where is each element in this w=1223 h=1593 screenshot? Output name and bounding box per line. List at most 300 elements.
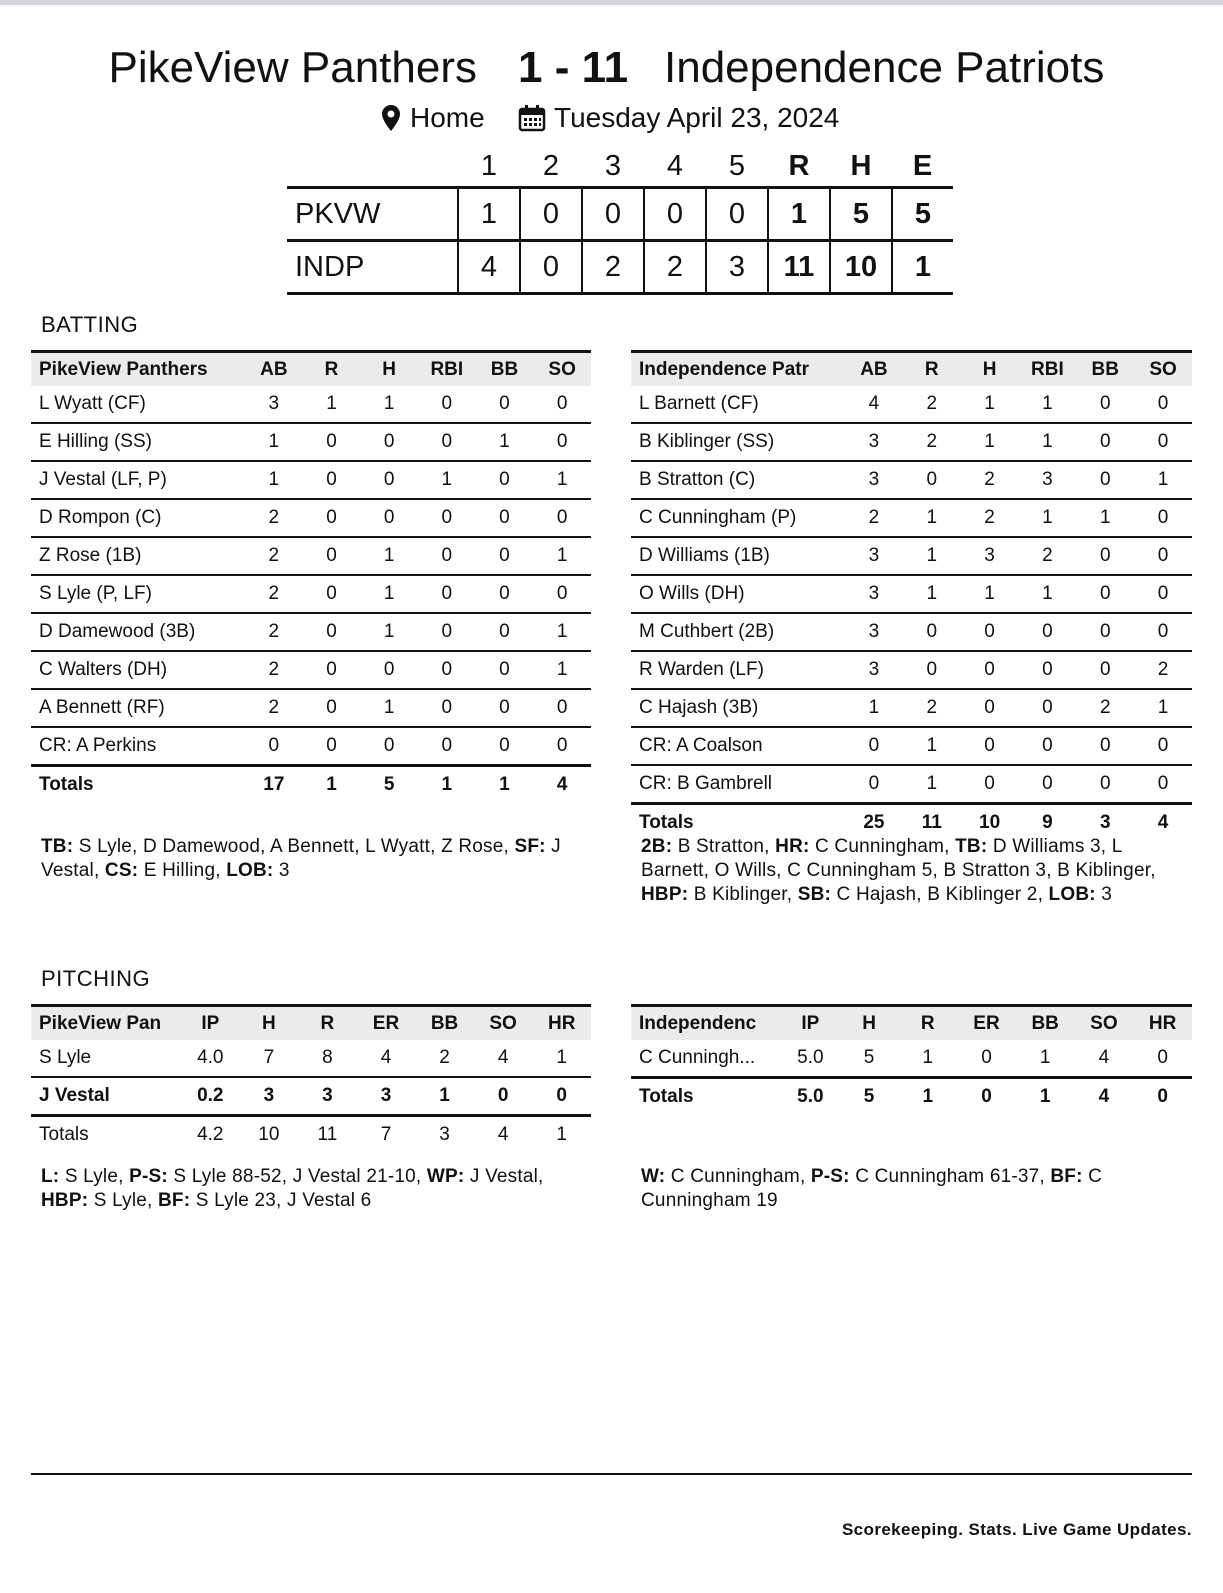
- total-cell: 17: [263, 774, 285, 795]
- player-name: S Lyle (P, LF): [39, 583, 152, 604]
- stat-cell: 1: [439, 1085, 450, 1106]
- stat-column-header: R: [924, 358, 939, 380]
- batting-notes-away: [41, 835, 581, 883]
- table-row: [31, 386, 591, 423]
- date-label: Tuesday April 23, 2024: [554, 102, 840, 133]
- inning-header: 2: [542, 149, 560, 182]
- stat-cell: 0: [441, 583, 453, 604]
- note-label: HR:: [775, 836, 810, 857]
- stat-cell: 1: [926, 583, 938, 604]
- total-cell: 11: [921, 812, 942, 833]
- stat-cell: 0: [1042, 735, 1053, 756]
- stat-cell: 2: [268, 659, 280, 680]
- date: [518, 102, 839, 134]
- note-text: S Lyle, D Damewood, A Bennett, L Wyatt, Z Rose,: [73, 836, 515, 857]
- table-row: [31, 613, 591, 651]
- inning-header: 4: [666, 149, 684, 182]
- stat-cell: 0: [441, 735, 453, 756]
- stat-cell: 2: [268, 697, 280, 718]
- stat-cell: 0: [1157, 773, 1169, 794]
- total-cell: 1: [499, 774, 510, 795]
- note-label: P-S:: [129, 1166, 168, 1187]
- stat-column-header: SO: [489, 1012, 517, 1034]
- player-name: J Vestal: [39, 1085, 110, 1106]
- pitching-notes-home: [641, 1165, 1181, 1213]
- stat-cell: 0: [556, 507, 568, 528]
- stat-cell: 0: [441, 431, 453, 452]
- table-row: [631, 1040, 1192, 1078]
- stat-cell: 0: [868, 735, 880, 756]
- hits-header: H: [850, 149, 872, 182]
- inning-runs: 0: [706, 188, 768, 241]
- stat-cell: 0: [499, 659, 510, 680]
- stat-cell: 0: [1099, 393, 1111, 414]
- total-cell: 4: [497, 1124, 509, 1145]
- table-row: [31, 689, 591, 727]
- stat-cell: 0: [499, 507, 510, 528]
- stat-column-header: H: [261, 1012, 276, 1034]
- inning-runs: 3: [706, 241, 768, 294]
- stat-cell: 0: [1157, 545, 1169, 566]
- player-name: B Stratton (C): [639, 469, 756, 490]
- stat-cell: 1: [926, 507, 938, 528]
- stat-cell: 0: [383, 659, 395, 680]
- player-name: C Hajash (3B): [639, 697, 759, 718]
- location-label: Home: [410, 102, 485, 133]
- stat-cell: 0: [556, 583, 568, 604]
- table-row: [31, 651, 591, 689]
- line-score-row-away: [287, 188, 953, 241]
- player-name: B Kiblinger (SS): [639, 431, 775, 452]
- total-hits: 5: [830, 188, 892, 241]
- stat-cell: 0: [556, 393, 568, 414]
- stat-cell: 2: [439, 1047, 450, 1068]
- inning-runs: 4: [458, 241, 520, 294]
- note-label: L:: [41, 1166, 60, 1187]
- player-name: CR: A Coalson: [639, 735, 763, 756]
- table-header-row: [631, 1006, 1192, 1041]
- stat-cell: 0: [441, 621, 453, 642]
- stat-cell: 1: [984, 431, 995, 452]
- total-runs: 11: [768, 241, 830, 294]
- stat-cell: 3: [868, 621, 880, 642]
- stat-cell: 1: [926, 545, 938, 566]
- stat-cell: 0: [326, 621, 337, 642]
- player-name: M Cuthbert (2B): [639, 621, 775, 642]
- inning-header: 5: [728, 149, 746, 182]
- stat-cell: 4: [497, 1047, 509, 1068]
- home-team-name: Independence Patriots: [664, 43, 1105, 92]
- stat-column-header: H: [862, 1012, 876, 1034]
- player-name: D Damewood (3B): [39, 621, 196, 642]
- note-label: BF:: [1050, 1166, 1083, 1187]
- note-text: E Hilling,: [138, 860, 227, 881]
- stat-cell: 0: [926, 659, 938, 680]
- stat-cell: 0: [326, 431, 337, 452]
- stat-column-header: RBI: [1031, 358, 1064, 380]
- note-text: B Stratton,: [672, 836, 776, 857]
- stat-cell: 0: [556, 735, 568, 756]
- player-name: CR: A Perkins: [39, 735, 157, 756]
- final-score: 1 - 11: [518, 43, 629, 92]
- stat-cell: 2: [1157, 659, 1169, 680]
- note-text: C Cunningham 61-37,: [849, 1166, 1051, 1187]
- map-pin-icon: [382, 105, 400, 131]
- stat-cell: 2: [268, 583, 280, 604]
- inning-runs: 2: [582, 241, 644, 294]
- total-cell: 4.2: [197, 1124, 224, 1145]
- stat-column-header: HR: [547, 1012, 576, 1034]
- note-label: TB:: [955, 836, 988, 857]
- stat-cell: 0: [1157, 507, 1169, 528]
- note-label: SF:: [514, 836, 546, 857]
- stat-column-header: HR: [1148, 1012, 1177, 1034]
- note-label: CS:: [104, 860, 139, 881]
- game-header: [0, 40, 1223, 100]
- total-cell: 1: [922, 1086, 934, 1107]
- stat-cell: 0: [981, 1047, 992, 1068]
- table-row: [631, 537, 1192, 575]
- stat-cell: 0: [499, 469, 510, 490]
- stat-cell: 2: [926, 431, 938, 452]
- stat-cell: 3: [868, 583, 880, 604]
- table-row: [631, 423, 1192, 461]
- note-label: LOB:: [226, 860, 274, 881]
- stat-cell: 1: [268, 431, 280, 452]
- table-row: [631, 765, 1192, 804]
- total-cell: 10: [258, 1124, 280, 1145]
- stat-column-header: SO: [1149, 358, 1177, 380]
- inning-runs: 2: [644, 241, 706, 294]
- team-column-header: Independence Patr: [639, 358, 809, 380]
- stat-cell: 0: [441, 545, 453, 566]
- total-cell: 4: [1157, 812, 1169, 833]
- stat-column-header: IP: [201, 1012, 220, 1034]
- note-label: LOB:: [1048, 884, 1096, 905]
- table-row: [631, 575, 1192, 613]
- total-cell: 0: [1157, 1086, 1168, 1107]
- player-name: C Cunningh...: [639, 1047, 756, 1068]
- stat-column-header: IP: [801, 1012, 820, 1034]
- table-row: [31, 727, 591, 766]
- table-row: [631, 651, 1192, 689]
- stat-cell: 1: [383, 583, 395, 604]
- line-score-row-home: [287, 241, 953, 294]
- total-runs: 1: [768, 188, 830, 241]
- stat-cell: 2: [926, 697, 938, 718]
- note-label: SB:: [797, 884, 832, 905]
- top-bar: [0, 0, 1223, 5]
- line-score: [287, 146, 953, 295]
- table-row: [31, 461, 591, 499]
- batting-table-away: [31, 350, 591, 803]
- stat-cell: 0: [268, 735, 280, 756]
- team-column-header: Independenc: [639, 1012, 757, 1034]
- note-text: C Cunningham 19: [641, 1166, 1103, 1211]
- inning-runs: 0: [520, 188, 582, 241]
- stat-cell: 0: [497, 1085, 509, 1106]
- stat-cell: 2: [984, 507, 995, 528]
- note-text: 3: [1095, 884, 1113, 905]
- stat-cell: 1: [1042, 393, 1053, 414]
- stat-cell: 0: [868, 773, 880, 794]
- total-cell: 5.0: [797, 1086, 824, 1107]
- stat-cell: 0: [326, 697, 337, 718]
- calendar-icon: [518, 104, 546, 132]
- stat-cell: 0: [984, 659, 995, 680]
- stat-cell: 3: [868, 545, 880, 566]
- stat-cell: 3: [1042, 469, 1053, 490]
- stat-cell: 1: [383, 621, 395, 642]
- stat-column-header: SO: [1090, 1012, 1118, 1034]
- stat-cell: 1: [1042, 583, 1053, 604]
- stat-cell: 4: [868, 393, 880, 414]
- stat-cell: 1: [922, 1047, 934, 1068]
- stat-cell: 0: [499, 393, 510, 414]
- note-text: S Lyle,: [59, 1166, 130, 1187]
- table-header-row: [31, 1006, 591, 1041]
- stat-column-header: BB: [490, 358, 519, 380]
- stat-column-header: H: [982, 358, 997, 380]
- total-cell: 5: [383, 774, 395, 795]
- runs-header: R: [788, 149, 810, 182]
- team-abbr: INDP: [287, 241, 458, 294]
- stat-cell: 0: [499, 735, 510, 756]
- stat-cell: 0: [556, 1085, 567, 1106]
- stat-cell: 2: [1042, 545, 1053, 566]
- stat-cell: 3: [322, 1085, 333, 1106]
- stat-column-header: H: [382, 358, 397, 380]
- note-text: J Vestal,: [464, 1166, 544, 1187]
- stat-cell: 1: [499, 431, 510, 452]
- stat-cell: 2: [268, 621, 280, 642]
- note-text: B Kiblinger,: [688, 884, 798, 905]
- note-text: C Hajash, B Kiblinger 2,: [831, 884, 1049, 905]
- stat-cell: 0: [984, 621, 995, 642]
- stat-cell: 3: [263, 1085, 275, 1106]
- table-row: [31, 1040, 591, 1077]
- table-row: [631, 613, 1192, 651]
- stat-cell: 0: [1099, 583, 1111, 604]
- note-label: 2B:: [641, 836, 673, 857]
- stat-cell: 0: [441, 507, 453, 528]
- total-cell: 4: [1098, 1086, 1110, 1107]
- stat-cell: 0: [326, 507, 337, 528]
- total-cell: 25: [863, 812, 885, 833]
- stat-cell: 1: [383, 697, 395, 718]
- stat-cell: 1: [441, 469, 453, 490]
- total-cell: 10: [979, 812, 1001, 833]
- stat-cell: 3: [868, 659, 880, 680]
- stat-cell: 3: [268, 393, 280, 414]
- stat-cell: 0: [1157, 583, 1169, 604]
- stat-cell: 0: [326, 659, 337, 680]
- player-name: J Vestal (LF, P): [39, 469, 167, 490]
- stat-cell: 0: [1099, 735, 1111, 756]
- stat-cell: 0: [326, 583, 337, 604]
- stat-cell: 0: [556, 431, 568, 452]
- batting-table-home: [631, 350, 1192, 841]
- total-errors: 1: [914, 250, 932, 283]
- stat-cell: 1: [926, 773, 938, 794]
- stat-cell: 3: [380, 1085, 392, 1106]
- player-name: S Lyle: [39, 1047, 92, 1068]
- totals-row: [631, 1078, 1192, 1116]
- total-cell: 0: [981, 1086, 992, 1107]
- stat-cell: 0: [1099, 545, 1111, 566]
- stat-cell: 0: [1157, 393, 1169, 414]
- total-cell: 3: [439, 1124, 450, 1145]
- inning-runs: 0: [644, 188, 706, 241]
- stat-cell: 2: [268, 507, 280, 528]
- table-row: [31, 423, 591, 461]
- player-name: D Rompon (C): [39, 507, 162, 528]
- stat-column-header: ER: [372, 1012, 400, 1034]
- team-abbr: PKVW: [287, 188, 458, 241]
- stat-cell: 0.2: [197, 1085, 224, 1106]
- note-text: D Williams 3, L Barnett, O Wills, C Cunningham 5, B Stratton 3, B Kiblinger,: [641, 836, 1156, 881]
- team-column-header: PikeView Pan: [39, 1012, 162, 1034]
- stat-cell: 1: [868, 697, 880, 718]
- stat-cell: 5: [863, 1047, 875, 1068]
- player-name: L Wyatt (CF): [39, 393, 146, 414]
- total-cell: 4: [556, 774, 568, 795]
- total-cell: 1: [326, 774, 337, 795]
- totals-label: Totals: [39, 774, 94, 795]
- total-cell: 9: [1042, 812, 1053, 833]
- stat-cell: 3: [984, 545, 995, 566]
- pitching-table-away: [31, 1004, 591, 1153]
- note-label: HBP:: [641, 884, 689, 905]
- stat-cell: 0: [383, 431, 395, 452]
- stat-cell: 0: [926, 621, 938, 642]
- player-name: R Warden (LF): [639, 659, 764, 680]
- stat-cell: 1: [556, 469, 568, 490]
- batting-section-title: BATTING: [41, 312, 139, 337]
- stat-column-header: R: [324, 358, 339, 380]
- total-cell: 5: [863, 1086, 875, 1107]
- note-label: WP:: [426, 1166, 465, 1187]
- stat-cell: 1: [926, 735, 938, 756]
- stat-cell: 0: [499, 545, 510, 566]
- away-team-name: PikeView Panthers: [108, 43, 477, 92]
- table-row: [31, 575, 591, 613]
- stat-cell: 0: [441, 659, 453, 680]
- footer-divider: [31, 1473, 1192, 1475]
- stat-cell: 3: [868, 469, 880, 490]
- total-cell: 1: [441, 774, 453, 795]
- stat-cell: 8: [322, 1047, 333, 1068]
- total-hits: 10: [830, 241, 892, 294]
- stat-cell: 1: [984, 583, 995, 604]
- stat-cell: 1: [1157, 469, 1169, 490]
- player-name: E Hilling (SS): [39, 431, 152, 452]
- stat-cell: 0: [1099, 621, 1111, 642]
- player-name: A Bennett (RF): [39, 697, 165, 718]
- player-name: CR: B Gambrell: [639, 773, 773, 794]
- stat-cell: 0: [1157, 621, 1169, 642]
- note-text: 3: [273, 860, 290, 881]
- table-row: [31, 499, 591, 537]
- note-text: C Cunningham,: [665, 1166, 811, 1187]
- table-row: [631, 727, 1192, 765]
- stat-cell: 0: [926, 469, 938, 490]
- total-cell: 1: [556, 1124, 567, 1145]
- stat-cell: 1: [556, 545, 568, 566]
- stat-cell: 0: [1099, 773, 1111, 794]
- stat-cell: 0: [1099, 431, 1111, 452]
- note-label: BF:: [158, 1190, 191, 1211]
- table-row: [631, 461, 1192, 499]
- table-header-row: [631, 352, 1192, 387]
- team-column-header: PikeView Panthers: [39, 358, 208, 380]
- table-row: [31, 537, 591, 575]
- stat-cell: 2: [868, 507, 880, 528]
- inning-header: 3: [604, 149, 622, 182]
- stat-cell: 1: [268, 469, 280, 490]
- stat-cell: 4: [380, 1047, 392, 1068]
- inning-runs: 0: [520, 241, 582, 294]
- note-text: S Lyle,: [88, 1190, 158, 1211]
- total-cell: 3: [1099, 812, 1111, 833]
- inning-runs: 1: [458, 188, 520, 241]
- stat-cell: 1: [556, 659, 568, 680]
- location: [382, 102, 485, 134]
- stat-cell: 0: [984, 735, 995, 756]
- table-row: [631, 689, 1192, 727]
- total-cell: 11: [317, 1124, 338, 1145]
- stat-cell: 4: [1098, 1047, 1110, 1068]
- stat-cell: 0: [1042, 773, 1053, 794]
- note-label: HBP:: [41, 1190, 89, 1211]
- stat-cell: 0: [1042, 659, 1053, 680]
- stat-cell: 0: [556, 697, 568, 718]
- stat-column-header: BB: [430, 1012, 459, 1034]
- stat-cell: 1: [326, 393, 337, 414]
- stat-cell: 0: [984, 773, 995, 794]
- table-row: [631, 499, 1192, 537]
- total-cell: 7: [380, 1124, 392, 1145]
- stat-cell: 0: [499, 697, 510, 718]
- stat-cell: 4.0: [197, 1047, 224, 1068]
- player-name: D Williams (1B): [639, 545, 770, 566]
- table-header-row: [31, 352, 591, 387]
- game-meta: [0, 102, 1223, 142]
- table-row: [631, 386, 1192, 423]
- stat-column-header: R: [320, 1012, 335, 1034]
- pitching-notes-away: [41, 1165, 581, 1213]
- stat-cell: 0: [441, 697, 453, 718]
- batting-notes-home: [641, 835, 1186, 907]
- note-text: C Cunningham,: [809, 836, 956, 857]
- pitching-section-title: PITCHING: [41, 966, 151, 991]
- stat-cell: 0: [1157, 735, 1169, 756]
- stat-cell: 0: [984, 697, 995, 718]
- stat-cell: 5.0: [797, 1047, 824, 1068]
- stat-column-header: RBI: [430, 358, 464, 380]
- inning-runs: 0: [582, 188, 644, 241]
- stat-cell: 1: [1157, 697, 1169, 718]
- stat-cell: 0: [1042, 621, 1053, 642]
- stat-cell: 0: [1099, 469, 1111, 490]
- stat-cell: 2: [268, 545, 280, 566]
- stat-cell: 0: [1157, 431, 1169, 452]
- totals-row: [31, 1116, 591, 1154]
- stat-cell: 1: [1042, 431, 1053, 452]
- stat-column-header: R: [920, 1012, 935, 1034]
- note-label: TB:: [41, 836, 74, 857]
- footer-tagline: Scorekeeping. Stats. Live Game Updates.: [841, 1520, 1192, 1539]
